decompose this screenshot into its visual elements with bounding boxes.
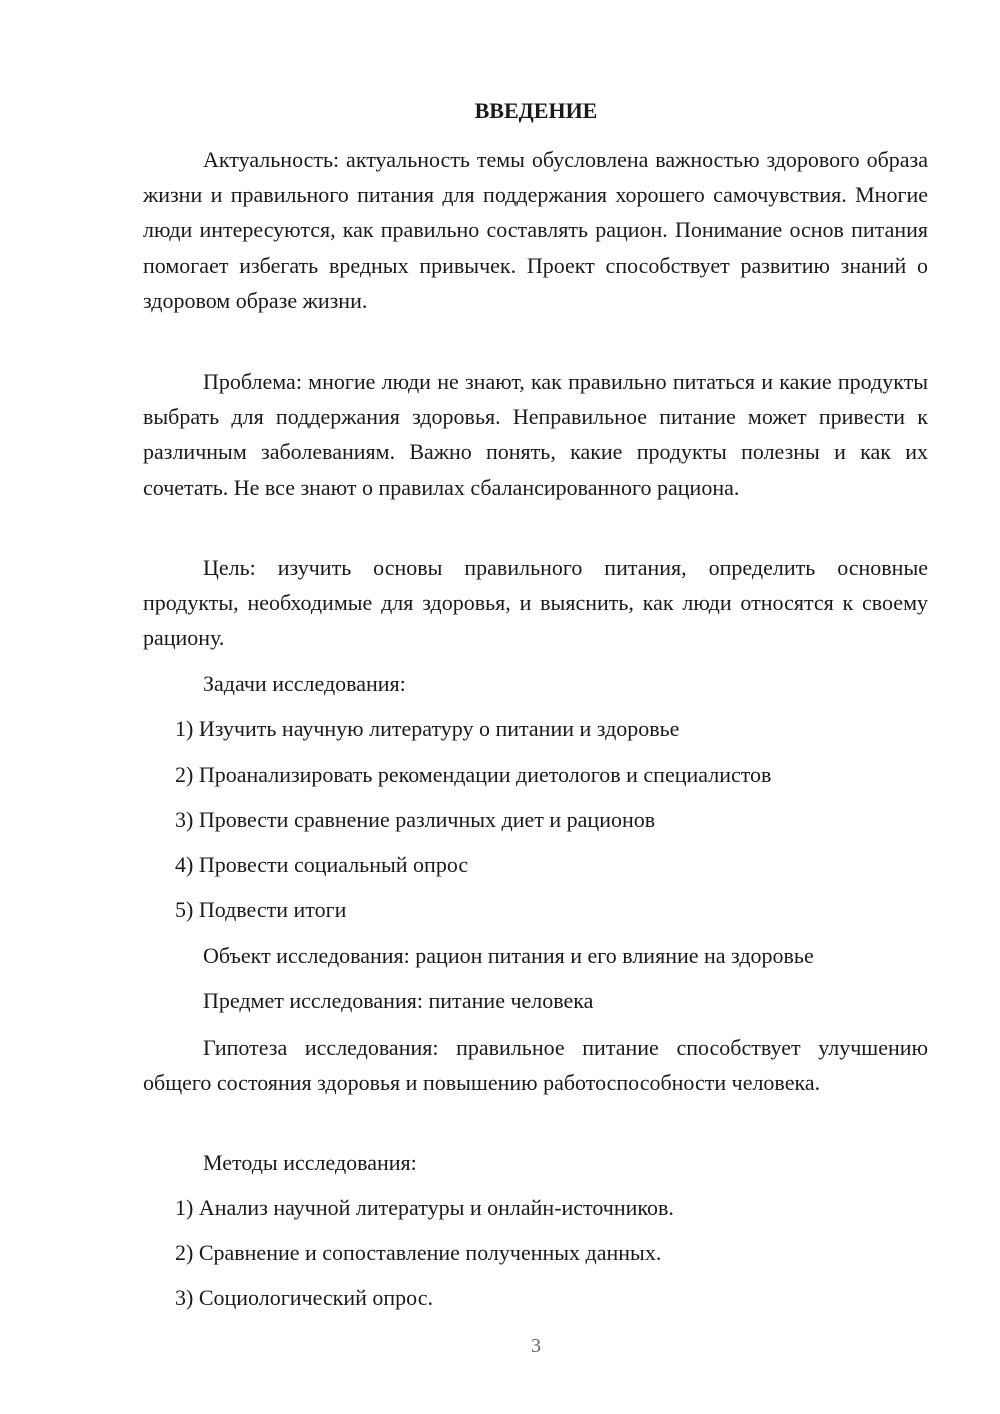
method-item: 3) Социологический опрос. — [175, 1285, 433, 1310]
method-item: 1) Анализ научной литературы и онлайн-источников. — [175, 1195, 674, 1220]
methods-heading: Методы исследования: — [203, 1150, 417, 1175]
section-title: ВВЕДЕНИЕ — [474, 98, 598, 123]
task-item: 2) Проанализировать рекомендации диетологов и специалистов — [175, 762, 772, 787]
method-item: 2) Сравнение и сопоставление полученных данных. — [175, 1240, 662, 1265]
relevance-paragraph: Актуальность: актуальность темы обусловлена важностью здорового образа жизни и правильного питания для поддержания хорошего самочувствия. Многие люди интересуются, как правильно составлять рацион. Понимание основ питания помогает избегать вредных привычек. Проект способствует развитию знаний о здоровом образе жизни. — [143, 147, 928, 313]
research-object: Объект исследования: рацион питания и его влияние на здоровье — [203, 943, 814, 968]
research-subject: Предмет исследования: питание человека — [203, 988, 594, 1013]
page-number: 3 — [531, 1335, 541, 1357]
task-item: 3) Провести сравнение различных диет и рационов — [175, 807, 656, 832]
hypothesis-paragraph: Гипотеза исследования: правильное питание способствует улучшению общего состояния здоровья и повышению работоспособности человека. — [143, 1035, 928, 1096]
problem-paragraph: Проблема: многие люди не знают, как правильно питаться и какие продукты выбрать для поддержания здоровья. Неправильное питание может привести к различным заболеваниям. Важно понять, какие продукты полезны и как их сочетать. Не все знают о правилах сбалансированного рациона. — [143, 369, 928, 500]
task-item: 5) Подвести итоги — [175, 897, 347, 922]
tasks-heading: Задачи исследования: — [203, 671, 406, 696]
goal-paragraph: Цель: изучить основы правильного питания, определить основные продукты, необходимые для здоровья, и выяснить, как люди относятся к своему рациону. — [143, 555, 928, 651]
task-item: 1) Изучить научную литературу о питании и здоровье — [175, 716, 680, 741]
task-item: 4) Провести социальный опрос — [175, 852, 469, 877]
